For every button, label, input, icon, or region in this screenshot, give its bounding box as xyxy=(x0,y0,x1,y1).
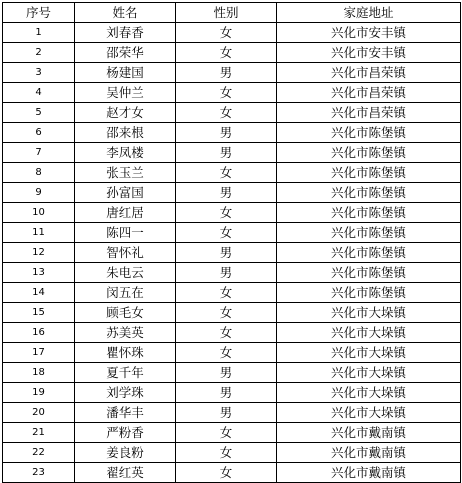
home-address: 兴化市大垛镇 xyxy=(277,303,461,323)
person-name: 闵五在 xyxy=(75,283,176,303)
table-row xyxy=(3,463,461,483)
person-name: 杨建国 xyxy=(75,63,176,83)
row-number: 6 xyxy=(3,123,75,143)
gender: 男 xyxy=(176,363,277,383)
table-row xyxy=(3,443,461,463)
person-name: 张玉兰 xyxy=(75,163,176,183)
home-address: 兴化市安丰镇 xyxy=(277,43,461,63)
home-address: 兴化市昌荣镇 xyxy=(277,103,461,123)
row-number: 12 xyxy=(3,243,75,263)
gender: 女 xyxy=(176,223,277,243)
person-name: 邵来根 xyxy=(75,123,176,143)
table-row xyxy=(3,363,461,383)
person-name: 瞿怀珠 xyxy=(75,343,176,363)
row-number: 16 xyxy=(3,323,75,343)
gender: 男 xyxy=(176,143,277,163)
table-row xyxy=(3,123,461,143)
person-name: 翟红英 xyxy=(75,463,176,483)
header-address: 家庭地址 xyxy=(277,3,461,23)
row-number: 23 xyxy=(3,463,75,483)
gender: 女 xyxy=(176,83,277,103)
home-address: 兴化市昌荣镇 xyxy=(277,83,461,103)
home-address: 兴化市陈堡镇 xyxy=(277,183,461,203)
home-address: 兴化市陈堡镇 xyxy=(277,243,461,263)
table-row xyxy=(3,103,461,123)
home-address: 兴化市陈堡镇 xyxy=(277,143,461,163)
person-name: 刘春香 xyxy=(75,23,176,43)
gender: 男 xyxy=(176,123,277,143)
table-row xyxy=(3,383,461,403)
table-row xyxy=(3,403,461,423)
gender: 女 xyxy=(176,463,277,483)
gender: 男 xyxy=(176,383,277,403)
table-row xyxy=(3,343,461,363)
table-row xyxy=(3,243,461,263)
gender: 女 xyxy=(176,443,277,463)
table-row xyxy=(3,203,461,223)
home-address: 兴化市大垛镇 xyxy=(277,343,461,363)
row-number: 5 xyxy=(3,103,75,123)
gender: 男 xyxy=(176,63,277,83)
gender: 男 xyxy=(176,263,277,283)
person-name: 夏千年 xyxy=(75,363,176,383)
gender: 男 xyxy=(176,403,277,423)
row-number: 13 xyxy=(3,263,75,283)
row-number: 3 xyxy=(3,63,75,83)
table-row xyxy=(3,303,461,323)
person-name: 苏美英 xyxy=(75,323,176,343)
row-number: 14 xyxy=(3,283,75,303)
table-row xyxy=(3,323,461,343)
home-address: 兴化市陈堡镇 xyxy=(277,163,461,183)
person-name: 李凤楼 xyxy=(75,143,176,163)
home-address: 兴化市昌荣镇 xyxy=(277,63,461,83)
table-row xyxy=(3,63,461,83)
row-number: 22 xyxy=(3,443,75,463)
home-address: 兴化市戴南镇 xyxy=(277,463,461,483)
person-name: 朱电云 xyxy=(75,263,176,283)
row-number: 19 xyxy=(3,383,75,403)
person-name: 陈四一 xyxy=(75,223,176,243)
gender: 女 xyxy=(176,103,277,123)
row-number: 15 xyxy=(3,303,75,323)
gender: 女 xyxy=(176,43,277,63)
table-row xyxy=(3,183,461,203)
home-address: 兴化市戴南镇 xyxy=(277,423,461,443)
home-address: 兴化市大垛镇 xyxy=(277,383,461,403)
home-address: 兴化市陈堡镇 xyxy=(277,223,461,243)
gender: 女 xyxy=(176,303,277,323)
home-address: 兴化市陈堡镇 xyxy=(277,263,461,283)
gender: 男 xyxy=(176,183,277,203)
person-name: 智怀礼 xyxy=(75,243,176,263)
person-name: 潘华丰 xyxy=(75,403,176,423)
table-row xyxy=(3,423,461,443)
header-row xyxy=(3,3,461,23)
person-name: 严粉香 xyxy=(75,423,176,443)
home-address: 兴化市陈堡镇 xyxy=(277,283,461,303)
table-row xyxy=(3,283,461,303)
home-address: 兴化市安丰镇 xyxy=(277,23,461,43)
person-name: 孙富国 xyxy=(75,183,176,203)
person-name: 吴仲兰 xyxy=(75,83,176,103)
home-address: 兴化市陈堡镇 xyxy=(277,123,461,143)
gender: 女 xyxy=(176,283,277,303)
gender: 男 xyxy=(176,243,277,263)
row-number: 11 xyxy=(3,223,75,243)
resident-table xyxy=(2,2,461,483)
row-number: 9 xyxy=(3,183,75,203)
table-row xyxy=(3,23,461,43)
person-name: 唐红居 xyxy=(75,203,176,223)
row-number: 4 xyxy=(3,83,75,103)
gender: 女 xyxy=(176,323,277,343)
row-number: 7 xyxy=(3,143,75,163)
header-number: 序号 xyxy=(3,3,75,23)
person-name: 刘学珠 xyxy=(75,383,176,403)
table-row xyxy=(3,163,461,183)
gender: 女 xyxy=(176,423,277,443)
row-number: 1 xyxy=(3,23,75,43)
table-row xyxy=(3,83,461,103)
row-number: 17 xyxy=(3,343,75,363)
table-row xyxy=(3,43,461,63)
row-number: 2 xyxy=(3,43,75,63)
header-gender: 性别 xyxy=(176,3,277,23)
person-name: 姜良粉 xyxy=(75,443,176,463)
row-number: 20 xyxy=(3,403,75,423)
person-name: 邵荣华 xyxy=(75,43,176,63)
table-row xyxy=(3,263,461,283)
table-row xyxy=(3,143,461,163)
gender: 女 xyxy=(176,23,277,43)
table-row xyxy=(3,223,461,243)
table-body xyxy=(3,23,461,483)
header-name: 姓名 xyxy=(75,3,176,23)
row-number: 21 xyxy=(3,423,75,443)
home-address: 兴化市戴南镇 xyxy=(277,443,461,463)
gender: 女 xyxy=(176,343,277,363)
person-name: 赵才女 xyxy=(75,103,176,123)
row-number: 18 xyxy=(3,363,75,383)
home-address: 兴化市大垛镇 xyxy=(277,403,461,423)
home-address: 兴化市大垛镇 xyxy=(277,323,461,343)
home-address: 兴化市大垛镇 xyxy=(277,363,461,383)
gender: 女 xyxy=(176,163,277,183)
row-number: 8 xyxy=(3,163,75,183)
person-name: 顾毛女 xyxy=(75,303,176,323)
row-number: 10 xyxy=(3,203,75,223)
home-address: 兴化市陈堡镇 xyxy=(277,203,461,223)
gender: 女 xyxy=(176,203,277,223)
